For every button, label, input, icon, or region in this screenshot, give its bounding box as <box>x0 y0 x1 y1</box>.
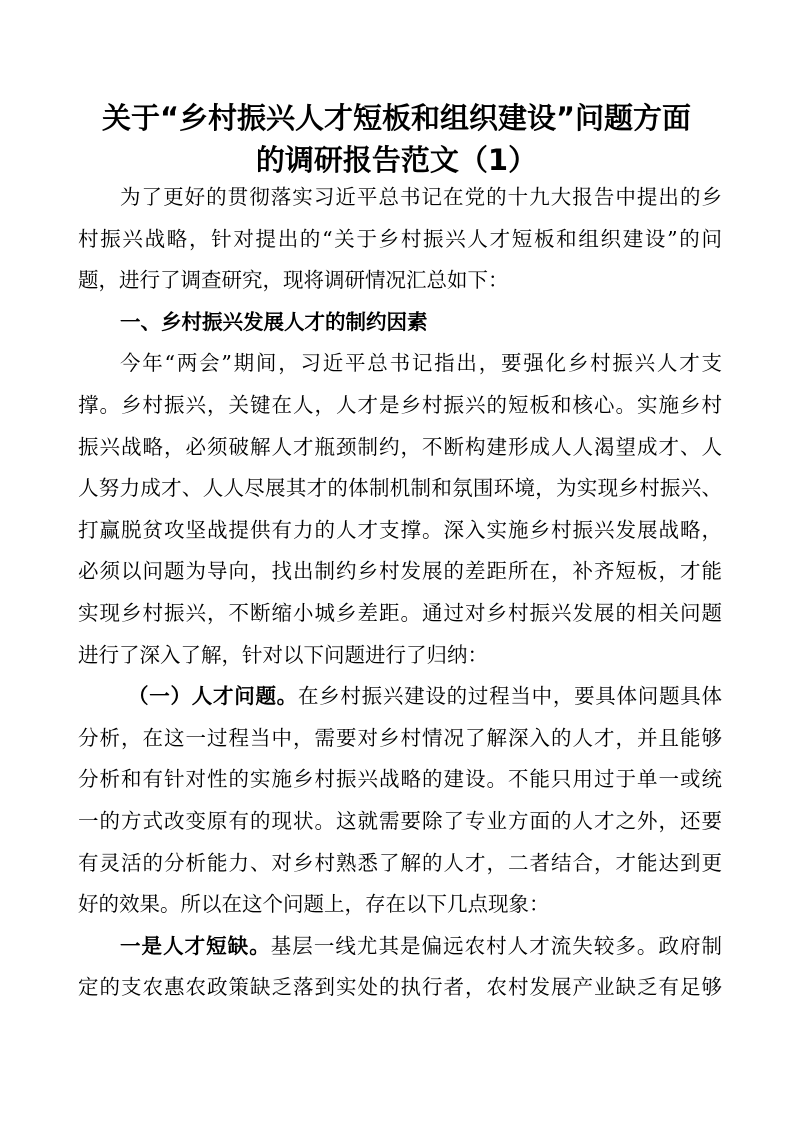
text-line <box>78 801 722 843</box>
line-text: 在乡村振兴建设的过程当中，要具体问题具体 <box>297 684 723 709</box>
line-text: 村振兴战略，针对提出的“关于乡村振兴人才短板和组织建设”的问 <box>78 226 722 251</box>
text-line <box>78 718 722 760</box>
line-text: 进行了深入了解，针对以下问题进行了归纳： <box>78 642 488 667</box>
text-line <box>78 385 722 427</box>
section-heading <box>78 302 722 344</box>
line-text: 振兴战略，必须破解人才瓶颈制约，不断构建形成人人渴望成才、人 <box>78 434 722 459</box>
line-text: 分析，在这一过程当中，需要对乡村情况了解深入的人才，并且能够 <box>78 725 722 750</box>
text-line <box>78 635 722 677</box>
text-line <box>78 219 722 261</box>
line-text: 人努力成才、人人尽展其才的体制机制和氛围环境，为实现乡村振兴、 <box>78 476 722 501</box>
text-line <box>78 967 722 1009</box>
line-text: 为了更好的贯彻落实习近平总书记在党的十九大报告中提出的乡 <box>120 185 722 209</box>
line-text: 今年“两会”期间，习近平总书记指出，要强化乡村振兴人才支 <box>120 351 722 376</box>
line-text: 好的效果。所以在这个问题上，存在以下几点现象： <box>78 892 550 917</box>
line-text: 分析和有针对性的实施乡村振兴战略的建设。不能只用过于单一或统 <box>78 767 722 792</box>
text-line <box>78 593 722 635</box>
text-line <box>78 843 722 885</box>
line-text: 定的支农惠农政策缺乏落到实处的执行者，农村发展产业缺乏有足够 <box>78 975 722 1000</box>
text-line <box>78 676 722 718</box>
text-line <box>78 177 722 219</box>
text-line <box>78 926 722 968</box>
text-line <box>78 343 722 385</box>
document-title-line-1: 关于“乡村振兴人才短板和组织建设”问题方面 <box>101 101 692 135</box>
text-line <box>78 468 722 510</box>
line-text: 一的方式改变原有的现状。这就需要除了专业方面的人才之外，还要 <box>78 808 722 833</box>
document-title-line-2: 的调研报告范文（1） <box>255 143 538 177</box>
line-text: 一、乡村振兴发展人才的制约因素 <box>120 309 428 334</box>
document-body <box>78 177 722 1009</box>
text-line <box>78 510 722 552</box>
bold-lead-in: 一是人才短缺。 <box>120 933 271 958</box>
bold-lead-in: （一）人才问题。 <box>128 684 298 709</box>
line-text: 实现乡村振兴，不断缩小城乡差距。通过对乡村振兴发展的相关问题 <box>78 600 722 625</box>
line-text: 题，进行了调查研究，现将调研情况汇总如下： <box>78 268 509 293</box>
text-line <box>78 551 722 593</box>
line-text: 必须以问题为导向，找出制约乡村发展的差距所在，补齐短板，才能 <box>78 559 722 584</box>
text-line <box>78 260 722 302</box>
line-text: 有灵活的分析能力、对乡村熟悉了解的人才，二者结合，才能达到更 <box>78 850 722 875</box>
text-line <box>78 759 722 801</box>
text-line <box>78 884 722 926</box>
text-line <box>78 427 722 469</box>
line-text: 撑。乡村振兴，关键在人，人才是乡村振兴的短板和核心。实施乡村 <box>78 392 722 417</box>
line-text: 基层一线尤其是偏远农村人才流失较多。政府制 <box>270 933 723 958</box>
line-text: 打赢脱贫攻坚战提供有力的人才支撑。深入实施乡村振兴发展战略， <box>78 517 722 542</box>
